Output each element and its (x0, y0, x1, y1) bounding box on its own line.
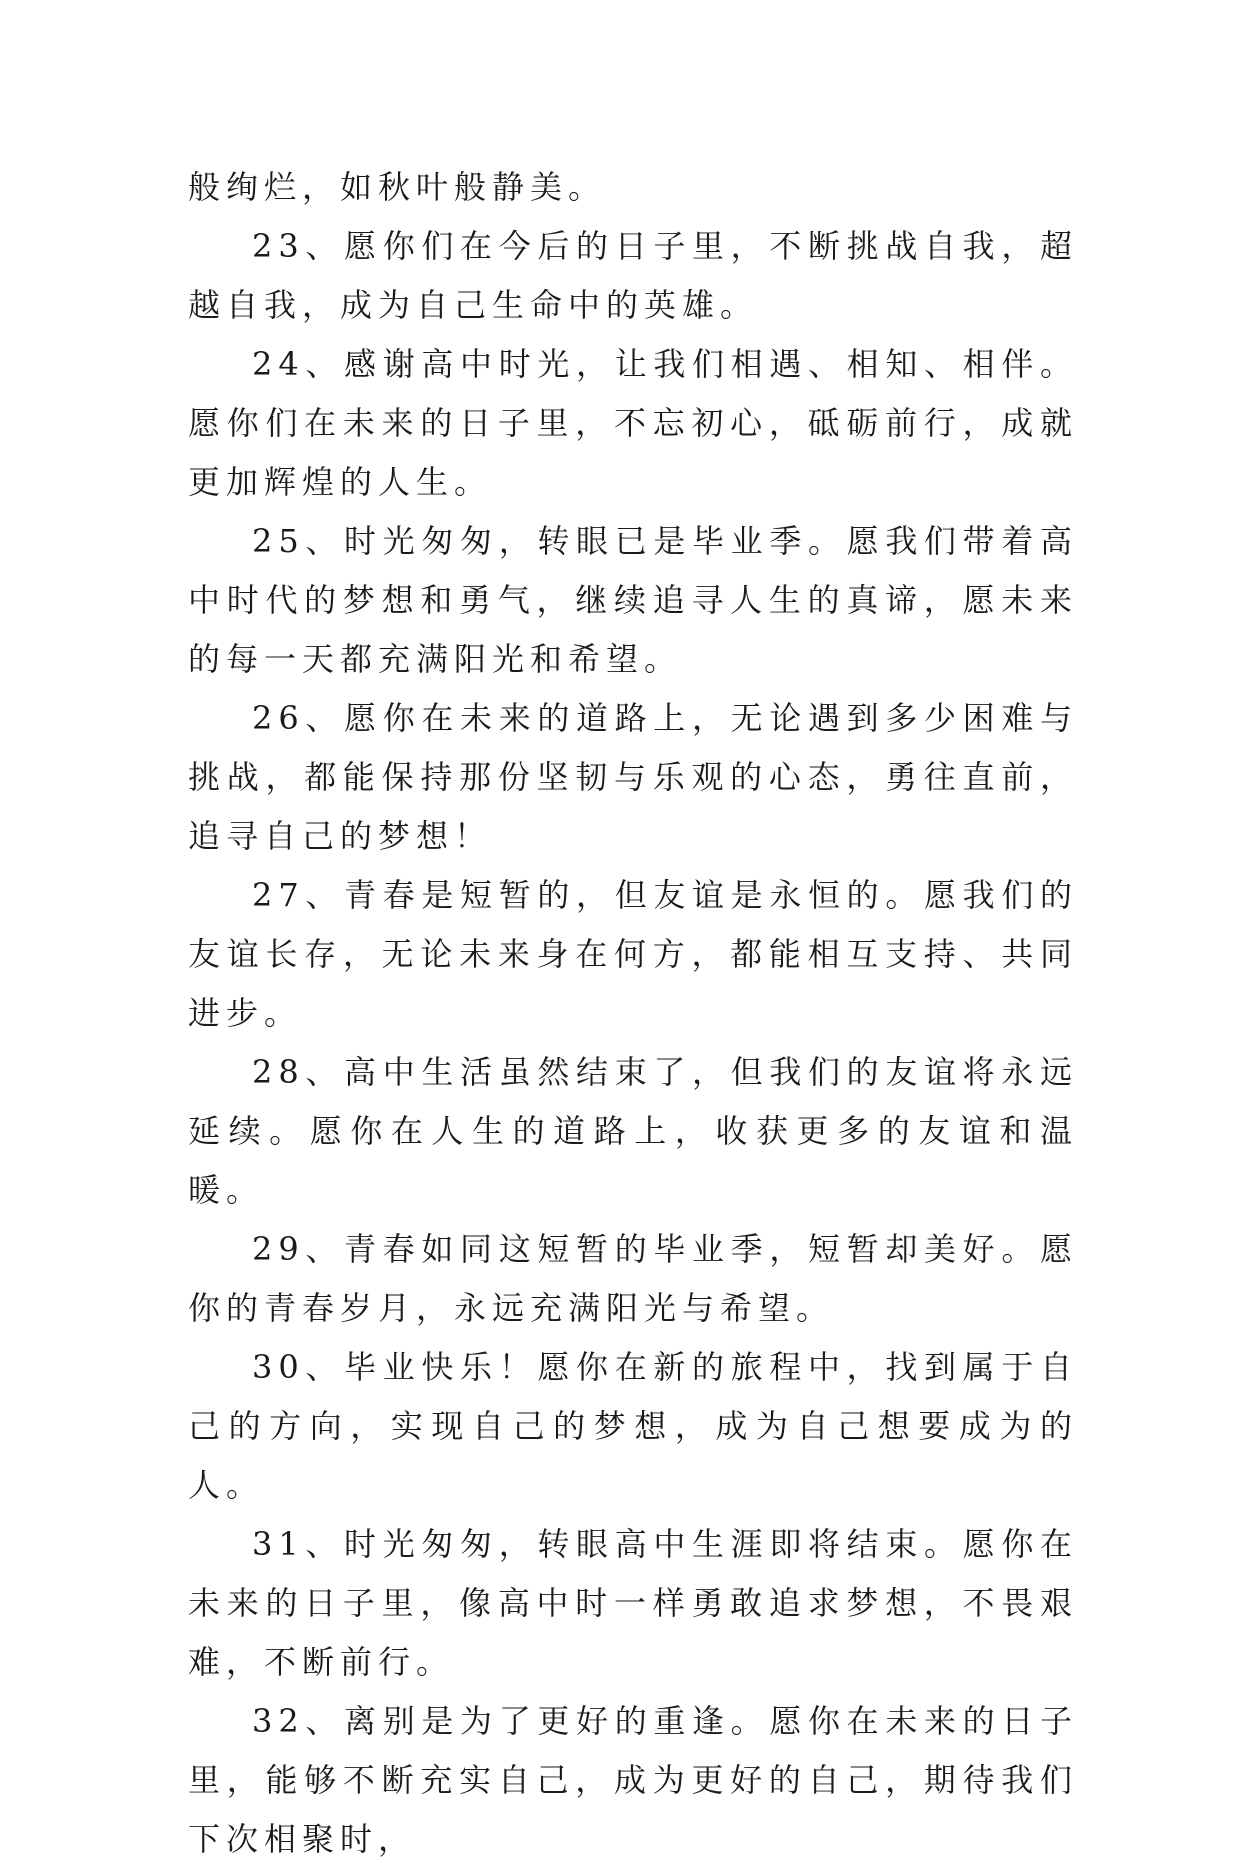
paragraph-28: 28、高中生活虽然结束了，但我们的友谊将永远延续。愿你在人生的道路上，收获更多的友谊和温暖。 (188, 1053, 1078, 1209)
paragraph-25: 25、时光匆匆，转眼已是毕业季。愿我们带着高中时代的梦想和勇气，继续追寻人生的真谛，愿未来的每一天都充满阳光和希望。 (188, 522, 1078, 678)
paragraph-27: 27、青春是短暂的，但友谊是永恒的。愿我们的友谊长存，无论未来身在何方，都能相互支持、共同进步。 (188, 876, 1078, 1032)
paragraph-continuation: 般绚烂，如秋叶般静美。 (188, 168, 607, 206)
paragraph-26: 26、愿你在未来的道路上，无论遇到多少困难与挑战，都能保持那份坚韧与乐观的心态，勇往直前，追寻自己的梦想！ (188, 699, 1078, 855)
paragraph-23: 23、愿你们在今后的日子里，不断挑战自我，超越自我，成为自己生命中的英雄。 (188, 227, 1078, 324)
paragraph-30: 30、毕业快乐！愿你在新的旅程中，找到属于自己的方向，实现自己的梦想，成为自己想要成为的人。 (188, 1348, 1078, 1504)
document-body (188, 158, 1078, 1869)
paragraph-24: 24、感谢高中时光，让我们相遇、相知、相伴。愿你们在未来的日子里，不忘初心，砥砺前行，成就更加辉煌的人生。 (188, 345, 1078, 501)
paragraph-32: 32、离别是为了更好的重逢。愿你在未来的日子里，能够不断充实自己，成为更好的自己，期待我们下次相聚时， (188, 1702, 1078, 1858)
paragraph-29: 29、青春如同这短暂的毕业季，短暂却美好。愿你的青春岁月，永远充满阳光与希望。 (188, 1230, 1078, 1327)
paragraph-31: 31、时光匆匆，转眼高中生涯即将结束。愿你在未来的日子里，像高中时一样勇敢追求梦想，不畏艰难，不断前行。 (188, 1525, 1078, 1681)
